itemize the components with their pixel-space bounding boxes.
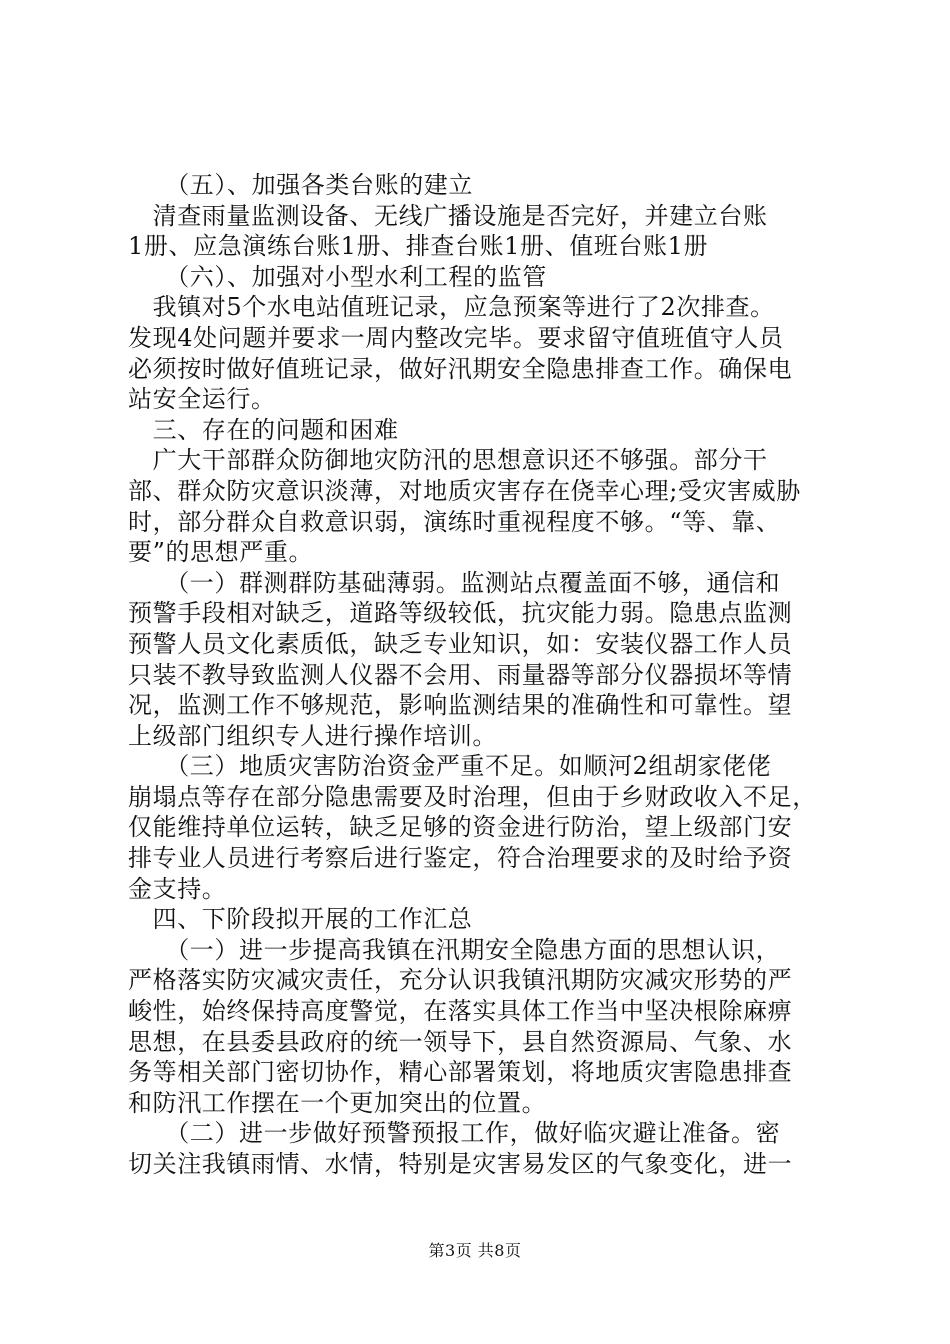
page-number-footer: 第3页 共8页 [428, 1241, 522, 1260]
text-line: 况，监测工作不够规范，影响监测结果的准确性和可靠性。望 [128, 691, 793, 720]
text-line: 金支持。 [128, 874, 227, 903]
text-line: 严格落实防灾减灾责任，充分认识我镇汛期防灾减灾形势的严 [128, 966, 793, 995]
text-line: 思想，在县委县政府的统一领导下，县自然资源局、气象、水 [128, 1027, 793, 1056]
text-line: （三）地质灾害防治资金严重不足。如顺河2组胡家佬佬 [128, 752, 772, 781]
text-line: 预警人员文化素质低，缺乏专业知识，如：安装仪器工作人员 [128, 629, 793, 658]
text-line: 广大干部群众防御地灾防汛的思想意识还不够强。部分干 [128, 446, 768, 475]
text-line: （六）、加强对小型水利工程的监管 [128, 262, 547, 291]
text-line: 务等相关部门密切协作，精心部署策划，将地质灾害隐患排查 [128, 1058, 793, 1087]
text-line: 只装不教导致监测人仪器不会用、雨量器等部分仪器损坏等情 [128, 660, 793, 689]
text-line: 仅能维持单位运转，缺乏足够的资金进行防治，望上级部门安 [128, 813, 793, 842]
text-line: （二）进一步做好预警预报工作，做好临灾避让准备。密 [128, 1119, 781, 1148]
text-line: （五）、加强各类台账的建立 [128, 171, 473, 199]
text-line: 和防汛工作摆在一个更加突出的位置。 [128, 1088, 547, 1117]
text-line: 必须按时做好值班记录，做好汛期安全隐患排查工作。确保电 [128, 354, 793, 383]
text-line: 要”的思想严重。 [128, 538, 314, 567]
text-line: 上级部门组织专人进行操作培训。 [128, 721, 497, 750]
text-line: 时，部分群众自救意识弱，演练时重视程度不够。“等、靠、 [128, 507, 781, 536]
text-line: 切关注我镇雨情、水情，特别是灾害易发区的气象变化，进一 [128, 1150, 793, 1178]
text-line: 峻性，始终保持高度警觉，在落实具体工作当中坚决根除麻痹 [128, 997, 793, 1026]
text-line: 部、群众防灾意识淡薄，对地质灾害存在侥幸心理;受灾害威胁 [128, 476, 801, 505]
text-line: 三、存在的问题和困难 [128, 415, 399, 444]
text-line: 崩塌点等存在部分隐患需要及时治理，但由于乡财政收入不足， [128, 782, 817, 811]
text-line: （一）进一步提高我镇在汛期安全隐患方面的思想认识， [128, 935, 781, 964]
text-line: 1册、应急演练台账1册、排查台账1册、值班台账1册 [128, 232, 709, 261]
text-line: 四、下阶段拟开展的工作汇总 [128, 905, 473, 934]
text-line: 预警手段相对缺乏，道路等级较低，抗灾能力弱。隐患点监测 [128, 599, 793, 628]
text-line: 我镇对5个水电站值班记录，应急预案等进行了2次排查。 [128, 293, 775, 322]
text-line: 站安全运行。 [128, 385, 276, 414]
text-line: （一）群测群防基础薄弱。监测站点覆盖面不够，通信和 [128, 568, 781, 597]
text-line: 清查雨量监测设备、无线广播设施是否完好，并建立台账 [128, 201, 768, 230]
text-line: 发现4处问题并要求一周内整改完毕。要求留守值班值守人员 [128, 323, 784, 352]
document-body [128, 170, 828, 1180]
text-line: 排专业人员进行考察后进行鉴定，符合治理要求的及时给予资 [128, 844, 793, 873]
